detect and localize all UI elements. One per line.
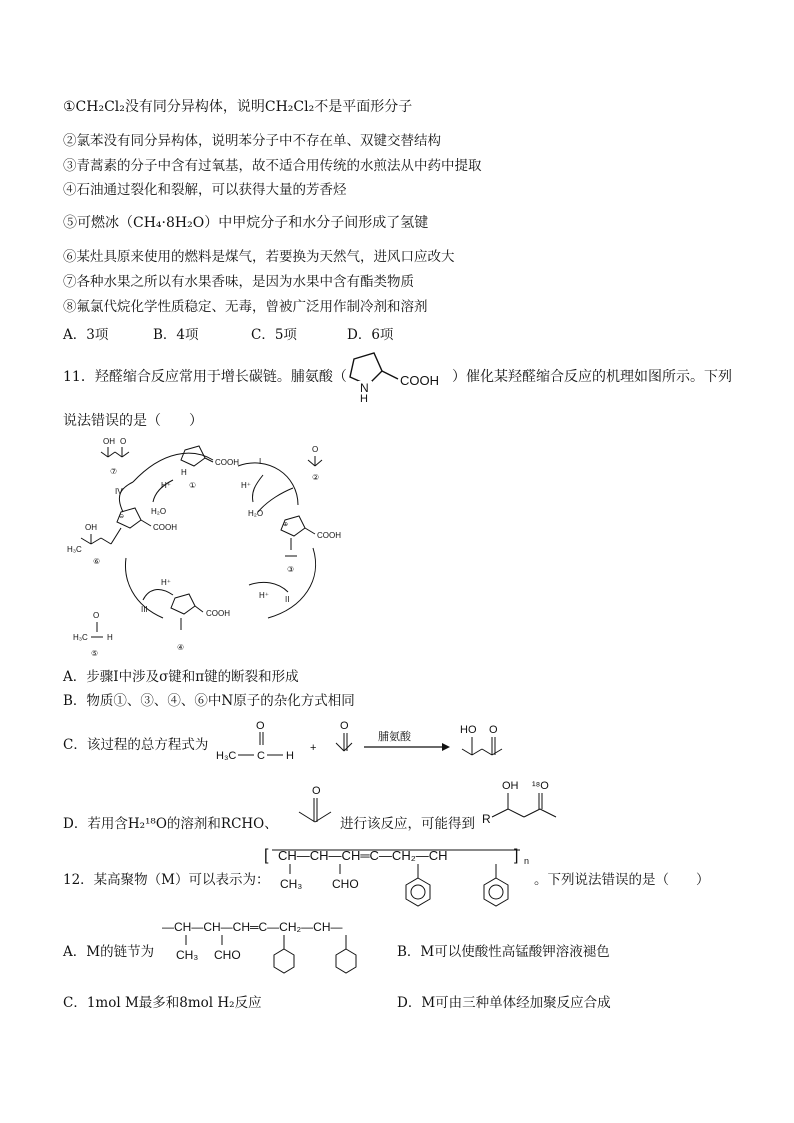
- polymer-structure: [262, 838, 532, 914]
- q12-option-d[interactable]: D．M可由三种单体经加聚反应合成: [397, 995, 611, 1011]
- q11-stem-part1: 11．羟醛缩合反应常用于增长碳链。脯氨酸（: [63, 369, 347, 385]
- acetone-structure-icon: [295, 782, 343, 830]
- m3-plus: ⊕: [283, 522, 289, 528]
- m7-oh: OH: [103, 437, 115, 446]
- m6-number: ⑥: [93, 557, 101, 566]
- q11-option-b[interactable]: B．物质①、③、④、⑥中N原子的杂化方式相同: [63, 693, 355, 709]
- eq-h3c: H₃C: [216, 750, 237, 762]
- m3-cooh: COOH: [317, 531, 341, 540]
- prod-r: R: [482, 812, 491, 826]
- h-plus-iv: H⁺: [161, 481, 171, 490]
- m4-number: ④: [177, 643, 185, 652]
- q10-statement-2: ②氯苯没有同分异构体，说明苯分子中不存在单、双键交替结构: [63, 133, 441, 149]
- prod-18o: ¹⁸O: [532, 780, 549, 792]
- unit-chain: —CH—CH—CH═C—CH₂—CH—: [162, 920, 343, 934]
- eq-c: C: [257, 750, 265, 762]
- m6-minus: ⊖: [119, 514, 125, 520]
- q10-statement-5: ⑤可燃冰（CH₄·8H₂O）中甲烷分子和水分子间形成了氢键: [63, 215, 429, 231]
- m6-oh: OH: [85, 523, 97, 532]
- m5-number: ⑤: [91, 649, 99, 658]
- q10-option-b[interactable]: B．4项: [153, 327, 199, 343]
- m1-nh: H: [181, 468, 187, 477]
- m7-number: ⑦: [110, 467, 118, 476]
- step-iv-label: IV: [115, 487, 123, 496]
- q12-stem-part1: 12．某高聚物（M）可以表示为：: [63, 872, 270, 888]
- q10-option-a[interactable]: A．3项: [63, 327, 109, 343]
- poly-bracket-right: ]: [514, 847, 519, 864]
- h-plus-ii: H⁺: [259, 591, 269, 600]
- prod-oh: OH: [502, 780, 519, 792]
- eq-h: H: [286, 750, 294, 762]
- step-iii-label: III: [141, 605, 148, 614]
- q11-option-d-part1[interactable]: D．若用含H₂¹⁸O的溶剂和RCHO、: [63, 816, 278, 832]
- acetone-o: O: [312, 785, 321, 797]
- eq-o-1: O: [256, 720, 265, 732]
- catalytic-cycle-diagram: [63, 430, 383, 662]
- eq-catalyst: 脯氨酸: [378, 731, 411, 743]
- q10-statement-7: ⑦各种水果之所以有水果香味，是因为水果中含有酯类物质: [63, 274, 414, 290]
- m7-o: O: [120, 437, 127, 446]
- q12-option-b[interactable]: B．M可以使酸性高锰酸钾溶液褪色: [397, 944, 610, 960]
- m5-o: O: [93, 611, 100, 620]
- eq-o-2: O: [340, 720, 349, 732]
- phenyl-ring-icon: [336, 949, 356, 973]
- step-i-label: I: [259, 457, 262, 466]
- eq-plus: +: [310, 742, 317, 754]
- step-ii-label: II: [285, 595, 290, 604]
- q11-option-a[interactable]: A．步骤Ⅰ中涉及σ键和π键的断裂和形成: [63, 669, 299, 685]
- phenyl-ring-icon: [274, 949, 294, 973]
- m3-number: ③: [287, 565, 295, 574]
- unit-cho: CHO: [214, 948, 241, 962]
- poly-cho: CHO: [332, 877, 359, 891]
- q11-stem-part3: 说法错误的是（ ）: [63, 413, 203, 429]
- repeat-unit-structure: [160, 915, 385, 987]
- m1-cooh: COOH: [215, 458, 239, 467]
- q10-statement-4: ④石油通过裂化和裂解，可以获得大量的芳香烃: [63, 182, 347, 198]
- unit-ch3: CH₃: [176, 948, 199, 962]
- q10-statement-8: ⑧氟氯代烷化学性质稳定、无毒，曾被广泛用作制冷剂和溶剂: [63, 299, 428, 315]
- proline-cooh: COOH: [400, 373, 439, 388]
- overall-equation: [210, 715, 580, 771]
- m1-number: ①: [189, 481, 197, 490]
- proline-h: H: [360, 393, 368, 403]
- poly-ch3: CH₃: [280, 877, 303, 891]
- q10-option-c[interactable]: C．5项: [251, 327, 297, 343]
- m2-o: O: [312, 445, 319, 454]
- poly-chain: CH—CH—CH═C—CH₂—CH: [278, 848, 448, 863]
- m2-number: ②: [312, 473, 320, 482]
- q11-stem-part2: ）催化某羟醛缩合反应的机理如图所示。下列: [452, 369, 732, 385]
- m5-h: H: [107, 633, 113, 642]
- m4-cooh: COOH: [206, 609, 230, 618]
- q10-option-d[interactable]: D．6项: [347, 327, 394, 343]
- proline-structure-icon: [340, 345, 455, 403]
- q10-statement-1: ①CH₂Cl₂没有同分异构体，说明CH₂Cl₂不是平面形分子: [63, 99, 413, 115]
- poly-bracket-left: [: [264, 847, 269, 864]
- poly-n: n: [524, 856, 530, 866]
- h-plus-iii: H⁺: [161, 578, 171, 587]
- q10-statement-6: ⑥某灶具原来使用的燃料是煤气，若要换为天然气，进风口应改大: [63, 249, 455, 265]
- h-plus-i: H⁺: [241, 481, 251, 490]
- m5-h3c: H₃C: [73, 633, 88, 642]
- q12-option-a-label[interactable]: A．M的链节为: [63, 944, 155, 960]
- eq-o-3: O: [489, 724, 498, 736]
- phenyl-ring-icon: [406, 878, 430, 906]
- proline-n: N: [360, 381, 369, 395]
- h2o-i: H₂O: [248, 509, 264, 518]
- phenyl-ring-icon: [484, 878, 508, 906]
- h2o-iv: H₂O: [151, 507, 167, 516]
- m6-h3c: H₃C: [67, 545, 82, 554]
- eq-ho: HO: [460, 724, 477, 736]
- q11-option-c-label[interactable]: C．该过程的总方程式为: [63, 737, 209, 753]
- q12-stem-part2: 。下列说法错误的是（ ）: [534, 872, 710, 888]
- q11-option-d-part2: 进行该反应，可能得到: [340, 816, 475, 832]
- m6-cooh: COOH: [153, 523, 177, 532]
- labeled-product-structure: [478, 775, 578, 831]
- q10-statement-3: ③青蒿素的分子中含有过氧基，故不适合用传统的水煎法从中药中提取: [63, 158, 482, 174]
- q12-option-c[interactable]: C．1mol M最多和8mol H₂反应: [63, 995, 262, 1011]
